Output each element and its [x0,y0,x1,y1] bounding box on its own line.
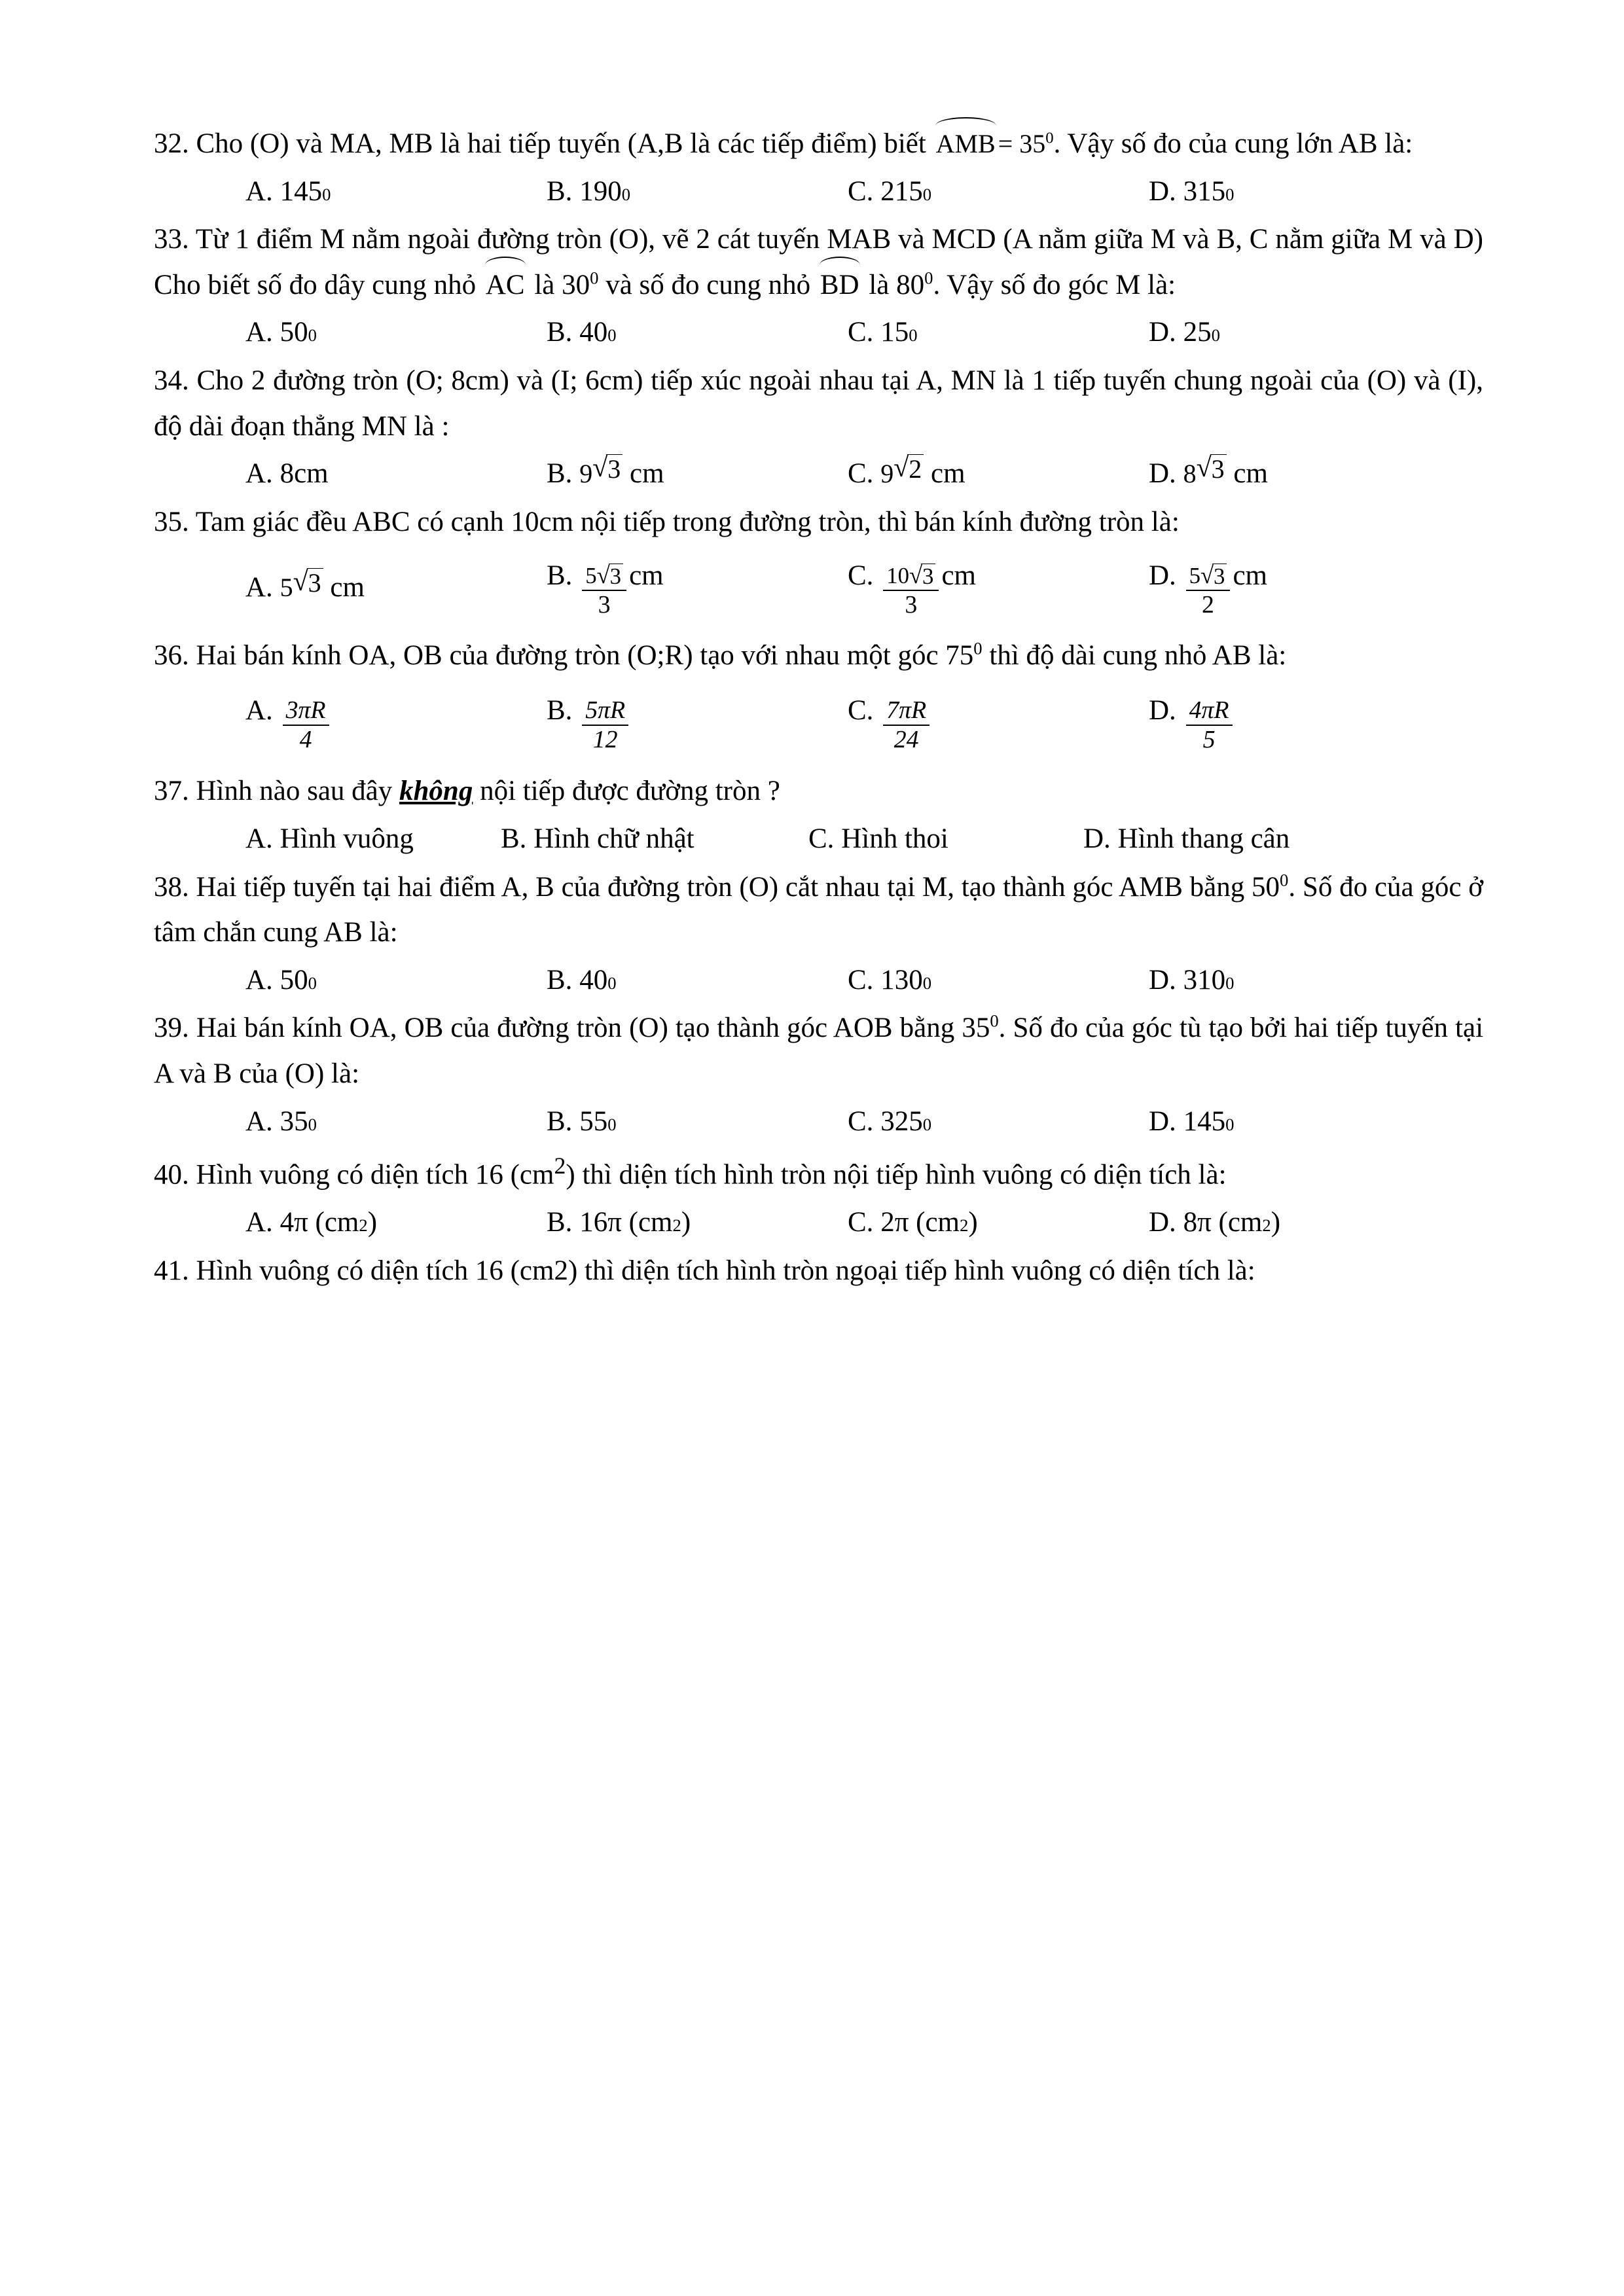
option-value: 50 [280,964,308,996]
fraction [883,697,929,754]
question-text-a: Hình vuông có diện tích 16 (cm [196,1159,554,1191]
question-number: 35. [154,506,189,537]
question-text-part3: và số đo cung nhỏ [605,269,811,300]
question-text: Tam giác đều ABC có cạnh 10cm nội tiếp trong đường tròn, thì bán kính đường tròn là: [195,506,1180,537]
options-33 [154,312,1483,354]
coefficient: 10 [886,563,909,589]
question-text-a: Hình nào sau đây [196,776,393,807]
options-37 [154,818,1483,861]
option-c[interactable] [848,690,1149,755]
option-value: 40 [579,964,608,996]
option-d[interactable] [1149,555,1450,620]
option-a[interactable] [245,453,547,495]
arc-expression [933,129,1054,158]
option-b[interactable]: B. 16π (cm 2 ) [547,1202,848,1244]
option-value: 4π (cm [280,1207,359,1238]
option-tail: ) [681,1207,691,1238]
degree-sup: 0 [1045,129,1054,147]
sqrt-expression [579,454,623,493]
coefficient: 9 [880,459,894,489]
numerator: 4πR [1189,696,1229,725]
degree-sup: 0 [990,1011,999,1031]
option-label: D. [1149,175,1176,207]
question-text: Cho (O) và MA, MB là hai tiếp tuyến (A,B là các tiếp điểm) biết [196,128,926,159]
radical-sign: √ [909,562,923,589]
option-label: C. [848,175,874,207]
unit: cm [629,560,664,592]
fraction [1186,562,1231,619]
question-text-b: ) thì diện tích hình tròn nội tiếp hình vuông có diện tích là: [566,1159,1227,1191]
sqrt-expression [280,568,323,607]
option-label: A. [245,1105,273,1137]
question-text-b: nội tiếp được đường tròn ? [480,776,780,807]
denominator: 3 [582,590,626,620]
fraction [1186,697,1233,754]
coefficient: 9 [579,459,593,489]
question-36 [154,633,1483,679]
option-c[interactable] [848,555,1149,620]
option-b[interactable] [547,555,848,620]
option-value: 15 [880,317,909,348]
radicand: 3 [1210,454,1227,483]
numerator: 7πR [886,696,927,725]
radical-sign: √ [596,562,610,589]
option-b[interactable] [547,690,848,755]
option-value: 325 [880,1105,923,1137]
option-value: 16π (cm [579,1207,673,1238]
question-35 [154,499,1483,545]
option-label: C. [848,964,874,996]
numerator: 3πR [285,696,326,725]
option-a[interactable] [245,567,547,609]
radical-sign: √ [1196,453,1212,484]
option-label: A. [245,458,273,490]
question-text-b: . Số đo của góc ở tâm chắn cung AB là: [154,871,1483,948]
question-number: 36. [154,639,189,671]
option-c[interactable]: C. 325 0 [848,1101,1149,1143]
option-c[interactable] [848,453,1149,495]
options-38 [154,960,1483,1002]
option-label: A. [245,695,273,726]
option-value: 50 [280,317,308,348]
option-d[interactable]: D. 8π (cm 2 ) [1149,1202,1450,1244]
fraction [283,697,329,754]
option-value: 145 [1183,1105,1226,1137]
option-label: B. [547,695,573,726]
numerator [582,562,626,590]
unit: cm [1233,560,1267,592]
option-value: 2π (cm [880,1207,960,1238]
option-label: B. [547,964,573,996]
option-b[interactable]: B. 55 0 [547,1101,848,1143]
question-text-part5: . Vậy số đo góc M là: [933,269,1176,300]
option-b[interactable] [547,453,848,495]
option-label: B. [547,1105,573,1137]
radical-sign: √ [592,453,608,484]
option-d[interactable]: D. 310 0 [1149,960,1450,1002]
question-text-b: . Số đo của góc tù tạo bởi hai tiếp tuyến tại A và B của (O) là: [154,1013,1484,1089]
question-text-after: . Vậy số đo của cung lớn AB là: [1053,128,1413,159]
option-label: A. [245,572,273,603]
emphasis-khong: không [399,776,473,807]
options-39 [154,1101,1483,1143]
option-d[interactable]: D. 315 0 [1149,171,1450,213]
option-label: D. [1149,317,1176,348]
option-tail: ) [1271,1207,1281,1238]
option-label: D. [1149,695,1176,726]
option-label: C. [848,1105,874,1137]
option-value: 130 [880,964,923,996]
option-label: D. [1149,560,1176,592]
option-label: B. [501,823,527,855]
unit: cm [930,458,965,490]
sqrt-expression [886,564,935,589]
option-label: A. [245,964,273,996]
options-34 [154,453,1483,495]
numerator [883,562,939,590]
denominator: 24 [883,725,929,755]
options-32 [154,171,1483,213]
denominator: 5 [1186,725,1233,755]
question-number: 37. [154,776,189,807]
question-text-a: Hai bán kính OA, OB của đường tròn (O;R) tạo với nhau một góc 75 [196,639,974,671]
unit: cm [330,572,365,603]
denominator: 4 [283,725,329,755]
fraction [883,562,939,619]
option-a[interactable]: A. 50 0 [245,312,547,354]
option-c[interactable]: C. 130 0 [848,960,1149,1002]
question-number: 39. [154,1013,189,1044]
sqrt-expression [1183,454,1227,493]
option-value: 55 [579,1105,608,1137]
question-text-a: Hai tiếp tuyến tại hai điểm A, B của đường tròn (O) cắt nhau tại M, tạo thành góc AMB bằng 50 [196,871,1280,903]
degree-sup: 0 [973,638,983,658]
degree-sup: 0 [924,268,933,288]
options-35 [154,555,1483,620]
arc-ac: AC [484,262,526,308]
option-value: 145 [280,175,323,207]
numerator: 5πR [585,696,626,725]
option-a[interactable] [245,818,501,861]
option-c[interactable]: C. 2π (cm 2 ) [848,1202,1149,1244]
option-b[interactable]: B. 40 0 [547,312,848,354]
radical-sign: √ [1200,562,1214,589]
option-d[interactable] [1149,453,1450,495]
question-38 [154,865,1483,956]
question-number: 33. [154,224,189,255]
unit: cm [1233,458,1268,490]
question-text-part4: là 80 [869,269,925,300]
option-label: D. [1149,458,1176,490]
option-tail: ) [367,1207,378,1238]
radicand: 3 [609,564,623,589]
option-label: C. [808,823,835,855]
radicand: 3 [307,568,323,597]
option-a[interactable]: A. 35 0 [245,1101,547,1143]
unit: cm [629,458,664,490]
option-b[interactable]: B. 190 0 [547,171,848,213]
unit: cm [941,560,976,592]
option-label: D. [1149,1207,1176,1238]
numerator [1186,562,1231,590]
option-label: B. [547,317,573,348]
question-33 [154,217,1483,308]
radical-sign: √ [893,453,909,484]
question-32 [154,121,1483,167]
option-value: 310 [1183,964,1226,996]
options-40 [154,1202,1483,1244]
question-text-part2: là 30 [534,269,590,300]
radical-sign: √ [293,567,308,598]
fraction [582,562,626,619]
degree-sup: 0 [590,268,599,288]
radicand: 2 [907,454,924,483]
sqrt-expression [585,564,623,589]
option-label: B. [547,458,573,490]
option-value: 8cm [280,458,329,490]
option-label: B. [547,1207,573,1238]
radicand: 3 [606,454,623,483]
question-41 [154,1248,1483,1294]
question-number: 34. [154,365,189,396]
option-label: B. [547,560,573,592]
question-40 [154,1147,1483,1198]
option-label: A. [245,175,273,207]
option-a[interactable]: A. 4π (cm 2 ) [245,1202,547,1244]
option-value: 190 [579,175,622,207]
option-label: A. [245,317,273,348]
option-value: 8π (cm [1183,1207,1263,1238]
arc-equals: = 35 [998,129,1046,158]
option-d[interactable] [1149,690,1450,755]
radicand: 3 [1212,564,1227,589]
sqrt-expression [1189,564,1227,589]
question-text: Cho 2 đường tròn (O; 8cm) và (I; 6cm) tiếp xúc ngoài nhau tại A, MN là 1 tiếp tuyến chung ngoài của (O) và (I), độ dài đoạn thẳng MN là : [154,365,1483,442]
option-label: C. [848,458,874,490]
option-value: Hình vuông [280,823,414,855]
option-value: 25 [1183,317,1212,348]
option-label: A. [245,823,273,855]
question-number: 38. [154,871,189,903]
option-c[interactable]: C. 15 0 [848,312,1149,354]
radicand: 3 [921,564,935,589]
option-d[interactable]: D. 25 0 [1149,312,1450,354]
degree-sup: 0 [1280,870,1289,890]
option-label: D. [1149,964,1176,996]
option-label: C. [848,1207,874,1238]
coefficient: 8 [1183,459,1197,489]
option-c[interactable] [808,818,1083,861]
option-label: B. [547,175,573,207]
option-value: 35 [280,1105,308,1137]
question-text-b: thì độ dài cung nhỏ AB là: [982,639,1287,671]
coefficient: 5 [1189,563,1200,589]
fraction [582,697,628,754]
option-label: C. [848,695,874,726]
question-text-a: Hai bán kính OA, OB của đường tròn (O) tạo thành góc AOB bằng 35 [196,1013,990,1044]
question-number: 32. [154,128,189,159]
question-37 [154,768,1483,814]
denominator: 2 [1186,590,1231,620]
option-b[interactable]: B. 40 0 [547,960,848,1002]
option-label: D. [1083,823,1111,855]
options-36 [154,690,1483,755]
question-number: 40. [154,1159,189,1191]
option-tail: ) [968,1207,978,1238]
question-text-part1: Từ 1 điểm M nằm ngoài đường tròn (O), vẽ 2 cát tuyến MAB và MCD (A nằm giữa M và B, C nằm giữa M và D) Cho biết số đo dây cung nhỏ [154,224,1483,300]
coefficient: 5 [585,563,597,589]
option-a[interactable] [245,690,547,755]
option-label: C. [848,560,874,592]
question-39 [154,1005,1483,1096]
denominator: 12 [582,725,628,755]
option-value: Hình thang cân [1117,823,1290,855]
option-value: Hình thoi [841,823,948,855]
coefficient: 5 [280,573,293,603]
question-text: Hình vuông có diện tích 16 (cm2) thì diện tích hình tròn ngoại tiếp hình vuông có diện tích là: [196,1255,1255,1286]
option-d[interactable]: D. 145 0 [1149,1101,1450,1143]
option-value: 40 [579,317,608,348]
option-a[interactable]: A. 145 0 [245,171,547,213]
sqrt-expression [880,454,924,493]
arc-bd: BD [819,262,861,308]
option-value: 215 [880,175,923,207]
superscript-2: 2 [554,1153,566,1179]
option-label: D. [1149,1105,1176,1137]
option-value: 315 [1183,175,1226,207]
denominator: 3 [883,590,939,620]
option-a[interactable]: A. 50 0 [245,960,547,1002]
option-label: C. [848,317,874,348]
option-b[interactable] [501,818,808,861]
option-d[interactable] [1083,818,1290,861]
question-number: 41. [154,1255,189,1286]
question-34 [154,358,1483,449]
option-label: A. [245,1207,273,1238]
option-value: Hình chữ nhật [533,823,695,855]
arc-amb: AMB [935,123,997,166]
option-c[interactable]: C. 215 0 [848,171,1149,213]
